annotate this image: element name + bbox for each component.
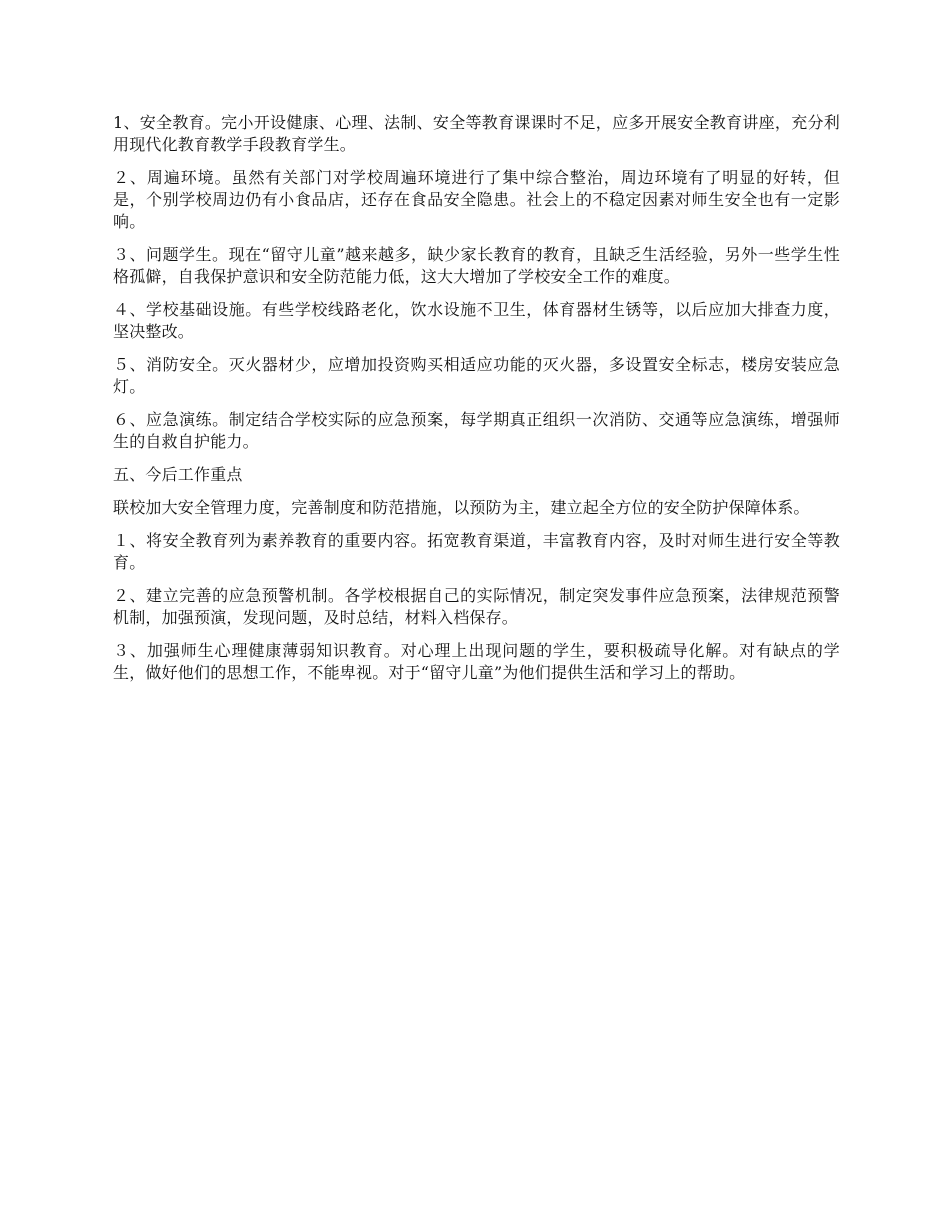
paragraph-fire-safety: ５、消防安全。灭火器材少，应增加投资购买相适应功能的灭火器，多设置安全标志，楼房安装应急灯。	[113, 355, 840, 396]
paragraph-management-intro: 联校加大安全管理力度，完善制度和防范措施，以预防为主，建立起全方位的安全防护保障体系。	[113, 498, 810, 517]
section-heading-future-work: 五、今后工作重点	[113, 465, 243, 484]
paragraph-school-infrastructure: ４、学校基础设施。有些学校线路老化，饮水设施不卫生，体育器材生锈等，以后应加大排查力度，坚决整改。	[113, 300, 840, 341]
paragraph-emergency-drill: ６、应急演练。制定结合学校实际的应急预案，每学期真正组织一次消防、交通等应急演练，增强师生的自救自护能力。	[113, 410, 840, 451]
paragraph-problem-students: ３、问题学生。现在“留守儿童”越来越多，缺少家长教育的教育，且缺乏生活经验，另外一些学生性格孤僻，自我保护意识和安全防范能力低，这大大增加了学校安全工作的难度。	[113, 245, 840, 286]
paragraph-focus-1: １、将安全教育列为素养教育的重要内容。拓宽教育渠道，丰富教育内容，及时对师生进行安全等教育。	[113, 531, 840, 572]
document-body	[113, 112, 840, 695]
paragraph-focus-3: ３、加强师生心理健康薄弱知识教育。对心理上出现问题的学生，要积极疏导化解。对有缺点的学生，做好他们的思想工作，不能卑视。对于“留守儿童”为他们提供生活和学习上的帮助。	[113, 641, 840, 682]
paragraph-focus-2: ２、建立完善的应急预警机制。各学校根据自己的实际情况，制定突发事件应急预案，法律规范预警机制，加强预演，发现问题，及时总结，材料入档保存。	[113, 586, 840, 627]
paragraph-surrounding-environment: ２、周遍环境。虽然有关部门对学校周遍环境进行了集中综合整治，周边环境有了明显的好转，但是，个别学校周边仍有小食品店，还存在食品安全隐患。社会上的不稳定因素对师生安全也有一定影响。	[113, 168, 840, 231]
paragraph-safety-education: 1、安全教育。完小开设健康、心理、法制、安全等教育课课时不足，应多开展安全教育讲座，充分利用现代化教育教学手段教育学生。	[113, 113, 840, 154]
